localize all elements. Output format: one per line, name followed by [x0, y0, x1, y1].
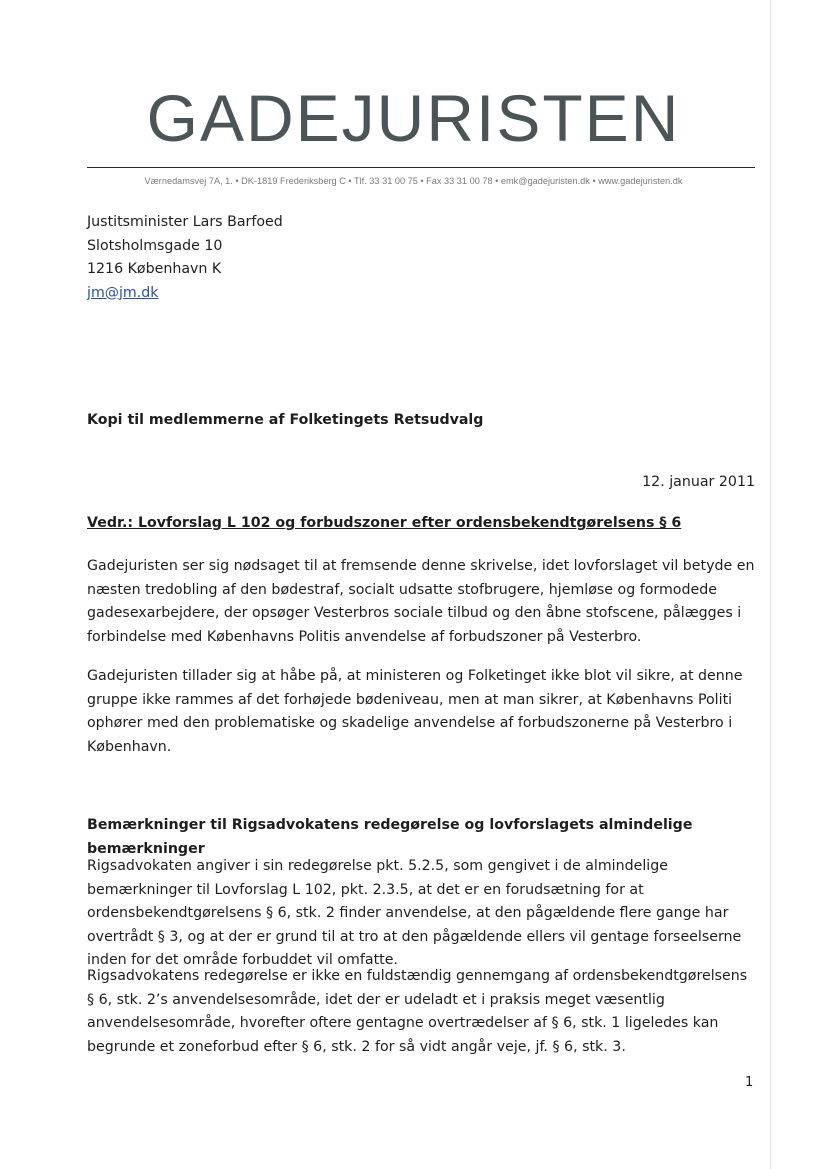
page-number: 1: [745, 1075, 754, 1090]
letterhead-brand: GADEJURISTEN: [146, 81, 681, 155]
body-paragraph-1: Gadejuristen ser sig nødsaget til at fremsende denne skrivelse, idet lovforslaget vil betyde en næsten tredobling af den bødestraf, socialt udsatte stofbrugere, hjemløse og formodede gadesexarbejdere, der opsøger Vesterbros sociale tilbud og den åbne stofscene, pålægges i forbindelse med Københavns Politis anvendelse af forbudszoner på Vesterbro.: [87, 558, 755, 645]
recipient-address: [87, 211, 755, 305]
recipient-city: 1216 København K: [87, 261, 222, 277]
cc-line: Kopi til medlemmerne af Folketingets Retsudvalg: [87, 412, 484, 428]
recipient-street: Slotsholmsgade 10: [87, 237, 223, 254]
section-heading: Bemærkninger til Rigsadvokatens redegørelse og lovforslagets almindelige bemærkninger: [87, 817, 693, 857]
recipient-email-link[interactable]: jm@jm.dk: [87, 284, 159, 301]
letter-date: 12. januar 2011: [642, 474, 755, 490]
letterhead-rule: [87, 167, 755, 168]
letterhead-contact: Værnedamsvej 7A, 1. • DK-1819 Frederiksberg C • Tlf. 33 31 00 75 • Fax 33 31 00 78 • emk@gadejuristen.dk • www.gadejuristen.dk: [144, 176, 683, 186]
recipient-name: Justitsminister Lars Barfoed: [87, 214, 283, 230]
subject-line: Vedr.: Lovforslag L 102 og forbudszoner efter ordensbekendtgørelsens § 6: [87, 515, 682, 531]
body-paragraph-4: Rigsadvokatens redegørelse er ikke en fuldstændig gennemgang af ordensbekendtgørelsens § 6, stk. 2’s anvendelsesområde, idet der er udeladt et i praksis meget væsentlig anvendelsesområde, hvorefter oftere gentagne overtrædelser af § 6, stk. 1 ligeledes kan begrunde et zoneforbud efter § 6, stk. 2 for så vidt angår veje, jf. § 6, stk. 3.: [87, 968, 748, 1055]
body-paragraph-3: Rigsadvokaten angiver i sin redegørelse pkt. 5.2.5, som gengivet i de almindelige bemærkninger til Lovforslag L 102, pkt. 2.3.5, at det er en forudsætning for at ordensbekendtgørelsens § 6, stk. 2 finder anvendelse, at den pågældende flere gange har overtrådt § 3, og at der er grund til at tro at den pågældende ellers vil gentage forseelserne inden for det område forbuddet vil omfatte.: [87, 858, 742, 968]
body-paragraph-2: Gadejuristen tillader sig at håbe på, at ministeren og Folketinget ikke blot vil sikre, at denne gruppe ikke rammes af det forhøjede bødeniveau, men at man sikrer, at Københavns Politi ophører med den problematiske og skadelige anvendelse af forbudszonerne på Vesterbro i København.: [87, 668, 743, 755]
